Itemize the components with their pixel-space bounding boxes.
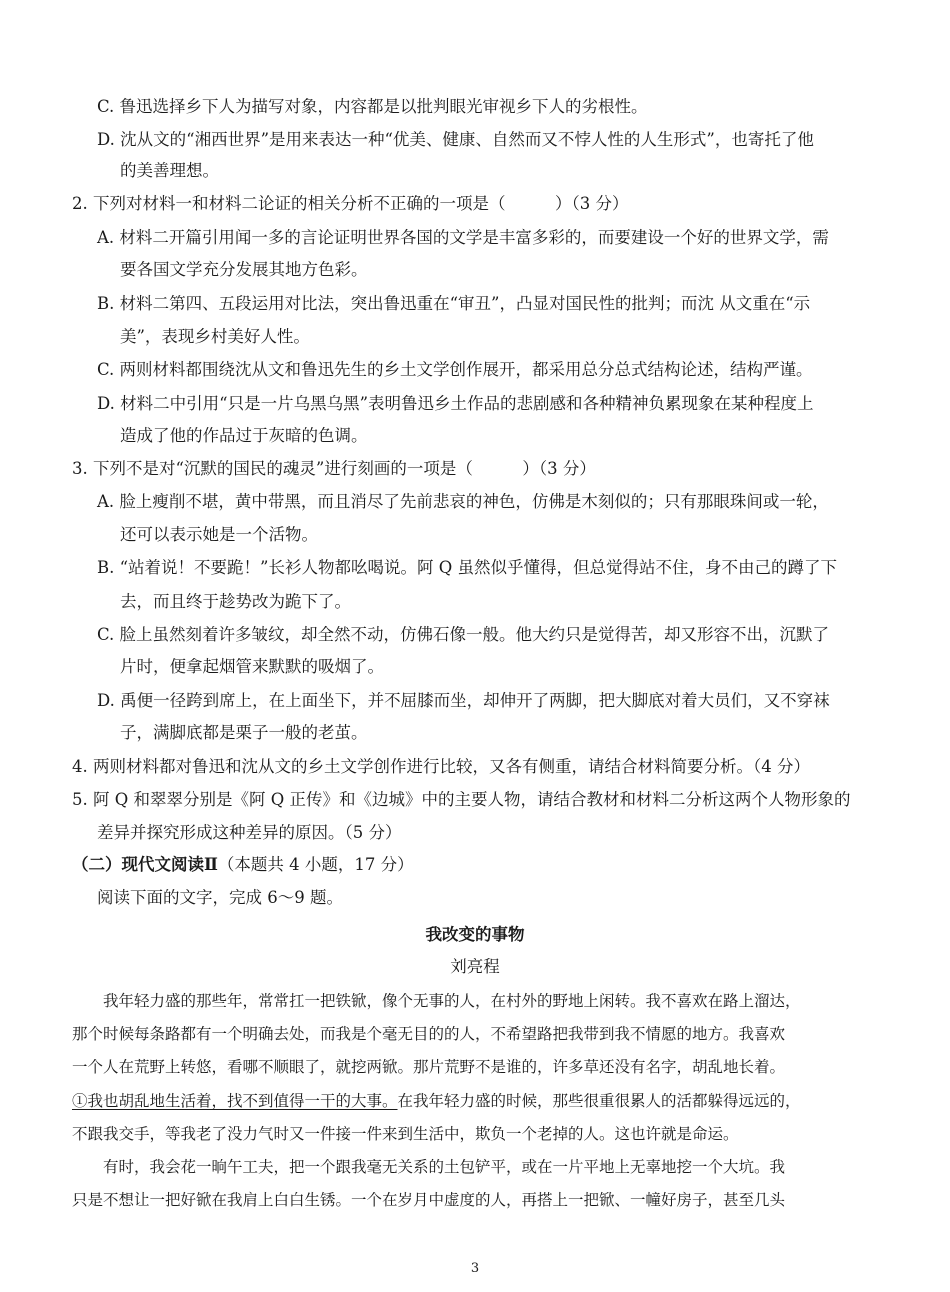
q5-stem-line1: 5. 阿 Q 和翠翠分别是《阿 Q 正传》和《边城》中的主要人物，请结合教材和材料二分析这两个人物形象的 (72, 790, 851, 809)
q1-option-c: C. 鲁迅选择乡下人为描写对象，内容都是以批判眼光审视乡下人的劣根性。 (97, 97, 648, 116)
q3-option-d-line1: D. 禹便一径跨到席上，在上面坐下，并不屈膝而坐，却伸开了两脚，把大脚底对着大员们，又不穿袜 (97, 691, 830, 710)
q3-option-d-line2: 子，满脚底都是栗子一般的老茧。 (120, 723, 368, 742)
underlined-sentence-1: ①我也胡乱地生活着，找不到值得一干的大事。 (72, 1092, 398, 1110)
q1-option-d-line1: D. 沈从文的“湘西世界”是用来表达一种“优美、健康、自然而又不悖人性的人生形式”，也寄托了他 (97, 130, 814, 149)
section-instruction: 阅读下面的文字，完成 6～9 题。 (97, 888, 343, 907)
page-number: 3 (470, 1261, 480, 1276)
q2-option-a-line1: A. 材料二开篇引用闻一多的言论证明世界各国的文学是丰富多彩的，而要建设一个好的世界文学，需 (97, 228, 829, 247)
q2-stem: 2. 下列对材料一和材料二论证的相关分析不正确的一项是（ ）（3 分） (72, 194, 629, 213)
q2-option-c: C. 两则材料都围绕沈从文和鲁迅先生的乡土文学创作展开，都采用总分总式结构论述，结构严谨。 (97, 360, 813, 379)
article-p2-line1: 有时，我会花一晌午工夫，把一个跟我毫无关系的土包铲平，或在一片平地上无辜地挖一个大坑。我 (103, 1158, 786, 1176)
q3-option-c-line1: C. 脸上虽然刻着许多皱纹，却全然不动，仿佛石像一般。他大约只是觉得苦，却又形容不出，沉默了 (97, 625, 830, 644)
q4-stem: 4. 两则材料都对鲁迅和沈从文的乡土文学创作进行比较，又各有侧重，请结合材料简要分析。（4 分） (72, 757, 810, 776)
q2-option-d-line1: D. 材料二中引用“只是一片乌黑乌黑”表明鲁迅乡土作品的悲剧感和各种精神负累现象在某种程度上 (97, 394, 814, 413)
q2-option-b-line1: B. 材料二第四、五段运用对比法，突出鲁迅重在“审丑”，凸显对国民性的批判；而沈 从文重在“示 (97, 294, 811, 313)
q3-option-c-line2: 片时，便拿起烟管来默默的吸烟了。 (120, 657, 384, 676)
section-label: （二）现代文阅读Ⅱ (72, 855, 218, 874)
article-author: 刘亮程 (450, 957, 500, 976)
article-p1-line4 (72, 1090, 801, 1112)
section-heading (72, 854, 414, 876)
q3-option-a-line1: A. 脸上瘦削不堪，黄中带黑，而且消尽了先前悲哀的神色，仿佛是木刻似的；只有那眼珠间或一轮， (97, 492, 829, 511)
q3-stem: 3. 下列不是对“沉默的国民的魂灵”进行刻画的一项是（ ）（3 分） (72, 459, 596, 478)
article-p1-line5: 不跟我交手，等我老了没力气时又一件接一件来到生活中，欺负一个老掉的人。这也许就是命运。 (72, 1125, 739, 1143)
q2-option-d-line2: 造成了他的作品过于灰暗的色调。 (120, 426, 368, 445)
q5-stem-line2: 差异并探究形成这种差异的原因。（5 分） (97, 823, 402, 842)
q2-option-b-line2: 美”，表现乡村美好人性。 (120, 327, 310, 346)
article-p1-line1: 我年轻力盛的那些年，常常扛一把铁锨，像个无事的人，在村外的野地上闲转。我不喜欢在路上溜达， (103, 992, 801, 1010)
q2-option-a-line2: 要各国文学充分发展其地方色彩。 (120, 260, 368, 279)
section-note: （本题共 4 小题，17 分） (217, 855, 414, 874)
article-p1-line2: 那个时候每条路都有一个明确去处，而我是个毫无目的的人，不希望路把我带到我不情愿的地方。我喜欢 (72, 1025, 786, 1043)
q3-option-a-line2: 还可以表示她是一个活物。 (120, 525, 318, 544)
article-title: 我改变的事物 (425, 925, 525, 944)
article-p2-line2: 只是不想让一把好锨在我肩上白白生锈。一个在岁月中虚度的人，再搭上一把锨、一幢好房子，甚至几头 (72, 1191, 786, 1209)
q3-option-b-line2: 去，而且终于趁势改为跪下了。 (120, 592, 351, 611)
article-p1-line4-rest: 在我年轻力盛的时候，那些很重很累人的活都躲得远远的， (397, 1092, 801, 1110)
q3-option-b-line1: B. “站着说！不要跪！”长衫人物都吆喝说。阿 Q 虽然似乎懂得，但总觉得站不住，身不由己的蹲了下 (97, 558, 838, 577)
article-p1-line3: 一个人在荒野上转悠，看哪不顺眼了，就挖两锨。那片荒野不是谁的，许多草还没有名字，胡乱地长着。 (72, 1058, 786, 1076)
q1-option-d-line2: 的美善理想。 (120, 161, 219, 180)
